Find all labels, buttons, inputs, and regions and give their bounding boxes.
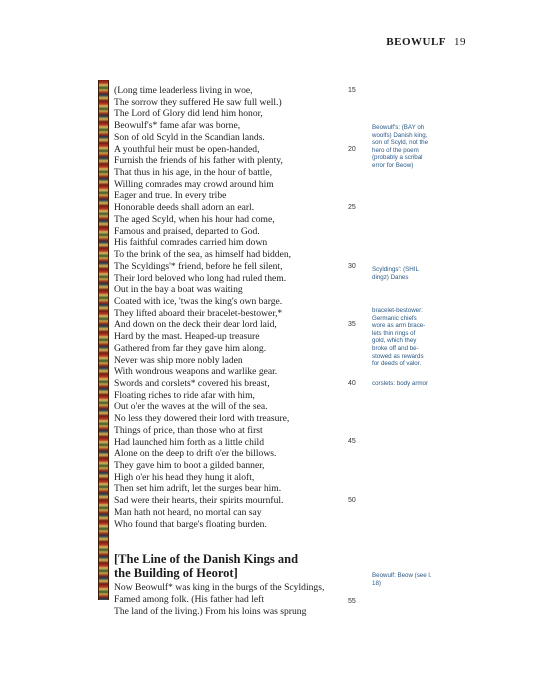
poem-line: Honorable deeds shall adorn an earl.	[114, 202, 255, 214]
poem-line: The aged Scyld, when his hour had come,	[114, 213, 275, 225]
poem-line: Out o'er the waves at the will of the sea.	[114, 401, 268, 413]
line-number: 40	[348, 380, 356, 387]
gloss-note-scyldings	[372, 266, 458, 281]
poem-line: Who found that barge's floating burden.	[114, 518, 267, 530]
poem-line: Willing comrades may crowd around him	[114, 178, 274, 190]
gloss-note-corslets	[372, 380, 458, 388]
poem-line: High o'er his head they hung it aloft,	[114, 471, 255, 483]
gloss-note-beowulf	[372, 572, 458, 587]
section-heading	[114, 552, 344, 580]
running-header	[386, 36, 466, 48]
poem-line: Gathered from far they gave him along.	[114, 342, 267, 354]
page-number: 19	[454, 36, 466, 48]
poem-line: Coated with ice, 'twas the king's own barge.	[114, 295, 283, 307]
gloss-line: wore as arm brace-	[372, 322, 426, 330]
line-number: 20	[348, 146, 356, 153]
gloss-line: Beowulf's: (BAY oh	[372, 124, 425, 131]
poem-line: Sad were their hearts, their spirits mournful.	[114, 495, 284, 507]
poem-line: Their lord beloved who long had ruled them.	[114, 272, 287, 284]
poem-line: Beowulf's* fame afar was borne,	[114, 120, 241, 132]
poem-line: Famous and praised, departed to God.	[114, 225, 260, 237]
header-title: BEOWULF	[386, 36, 446, 48]
poem-line: To the brink of the sea, as himself had bidden,	[114, 249, 292, 261]
poem-line: Alone on the deep to drift o'er the billows.	[114, 448, 277, 460]
poem-line: Floating riches to ride afar with him,	[114, 389, 255, 401]
poem-line: Out in the bay a boat was waiting	[114, 284, 243, 296]
poem-line: Eager and true. In every tribe	[114, 190, 227, 202]
section-heading-line: the Building of Heorot]	[114, 566, 238, 581]
poem-line: Man hath not heard, no mortal can say	[114, 506, 262, 518]
poem-line: Famed among folk. (His father had left	[114, 594, 264, 606]
poem-line: Furnish the friends of his father with plenty,	[114, 155, 283, 167]
gloss-line: lets thin rings of	[372, 329, 416, 337]
gloss-line: bracelet-bestower:	[372, 307, 423, 314]
poem-line: Hard by the mast. Heaped-up treasure	[114, 331, 260, 343]
poem-line: (Long time leaderless living in woe,	[114, 85, 253, 96]
line-number: 45	[348, 438, 356, 445]
poem-text	[114, 85, 344, 617]
poem-line: Son of old Scyld in the Scandian lands.	[114, 131, 265, 143]
decorative-border	[98, 80, 109, 600]
line-number: 30	[348, 263, 356, 270]
gloss-line: gold, which they	[372, 337, 417, 345]
poem-line: Had launched him forth as a little child	[114, 436, 264, 448]
line-number: 35	[348, 321, 356, 328]
poem-line: Then set him adrift, let the surges bear him.	[114, 483, 282, 495]
gloss-line: woolfs) Danish king,	[372, 131, 428, 139]
poem-line: No less they dowered their lord with treasure,	[114, 413, 290, 425]
gloss-line: Scyldings': (SHIL	[372, 266, 419, 273]
poem-line: His faithful comrades carried him down	[114, 237, 268, 249]
poem-line: That thus in his age, in the hour of battle,	[114, 167, 272, 179]
poem-stanza-1	[114, 85, 344, 530]
poem-line: With wondrous weapons and warlike gear.	[114, 366, 278, 378]
poem-line: Never was ship more nobly laden	[114, 354, 243, 366]
gloss-line: broke off and be-	[372, 344, 419, 352]
gloss-line: 18)	[372, 579, 381, 587]
gloss-line: for deeds of valor.	[372, 360, 422, 368]
poem-line: They gave him to boot a gilded banner,	[114, 460, 265, 471]
poem-line: Now Beowulf* was king in the burgs of the Scyldings,	[114, 582, 325, 594]
gloss-line: (probably a scribal	[372, 154, 423, 162]
poem-line: They lifted aboard their bracelet-bestower,*	[114, 307, 283, 319]
poem-line: The Scyldings'* friend, before he fell silent,	[114, 260, 283, 272]
gloss-line: Germanic chiefs	[372, 314, 417, 322]
gloss-line: hero of the poem	[372, 146, 419, 154]
poem-line: And down on the deck their dear lord laid,	[114, 319, 277, 331]
line-number: 50	[348, 497, 356, 504]
poem-stanza-2	[114, 582, 344, 617]
gloss-line: error for Beow)	[372, 161, 414, 169]
gloss-note-beowulfs	[372, 124, 458, 170]
poem-line: Swords and corslets* covered his breast,	[114, 377, 270, 389]
poem-line: The land of the living.) From his loins was sprung	[114, 605, 307, 617]
gloss-line: Beowulf: Beow (see l.	[372, 572, 432, 579]
line-number: 25	[348, 204, 356, 211]
poem-line: The Lord of Glory did lend him honor,	[114, 108, 263, 120]
poem-line: A youthful heir must be open-handed,	[114, 143, 260, 155]
gloss-line: corslets: body armor	[372, 380, 429, 387]
gloss-note-bracelet-bestower	[372, 307, 458, 368]
gloss-line: son of Scyld, not the	[372, 139, 429, 147]
gloss-line: dingz) Danes	[372, 273, 409, 281]
section-heading-line: [The Line of the Danish Kings and	[114, 552, 299, 567]
poem-line: The sorrow they suffered He saw full well.)	[114, 96, 282, 108]
line-number: 15	[348, 87, 356, 94]
poem-line: Things of price, than those who at first	[114, 424, 263, 436]
gloss-line: stowed as rewards	[372, 352, 424, 360]
line-number: 55	[348, 598, 356, 605]
